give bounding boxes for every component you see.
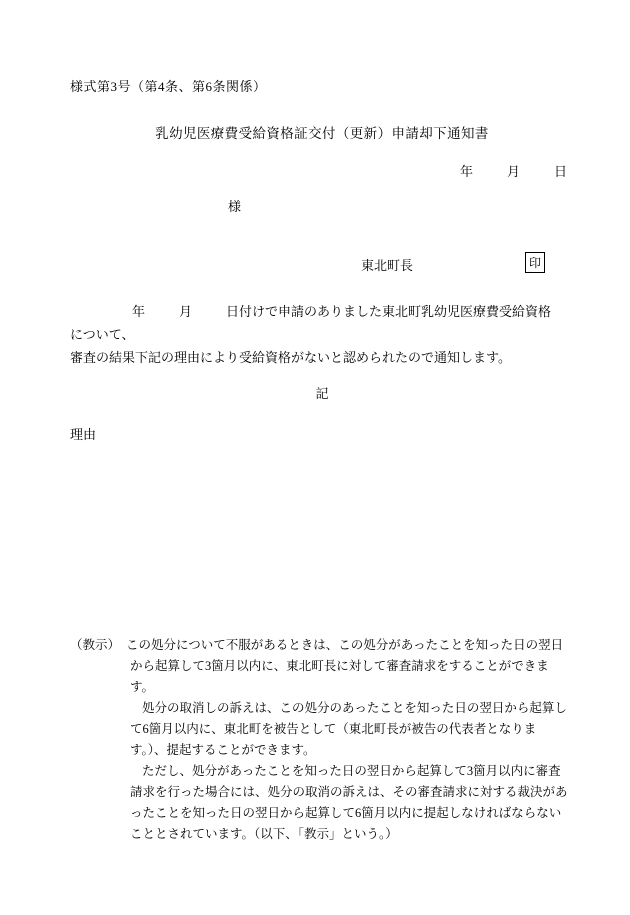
notice-head: （教示） bbox=[70, 638, 121, 652]
notice-paragraph-2: 処分の取消しの訴えは、この処分のあったことを知った日の翌日から起算して6箇月以内に、東北町を被告として（東北町長が被告の代表者となります。）、提起することができます。 bbox=[130, 701, 567, 757]
ki-mark: 記 bbox=[315, 386, 329, 401]
form-number: 様式第3号（第4条、第6条関係） bbox=[70, 79, 267, 94]
body-day-text: 日付けで申請のありました東北町乳幼児医療費受給資格について、 bbox=[70, 304, 552, 342]
issue-date-year: 年 bbox=[459, 164, 473, 179]
notice-paragraph-1: この処分について不服があるときは、この処分があったことを知った日の翌日から起算して3箇月以内に、東北町長に対して審査請求をすることができます。 bbox=[126, 638, 564, 694]
body-year: 年 bbox=[132, 304, 146, 319]
notice-block bbox=[70, 635, 570, 845]
body-month: 月 bbox=[179, 304, 193, 319]
notice-paragraph-3: ただし、処分があったことを知った日の翌日から起算して3箇月以内に審査請求を行った場合には、処分の取消の訴えは、その審査請求に対する裁決があったことを知った日の翌日から起算して6箇月以内に提起しなければならないこととされています。（以下、「教示」という。） bbox=[130, 764, 568, 841]
seal-icon: 印 bbox=[525, 252, 545, 273]
issue-date-line bbox=[0, 161, 630, 180]
issue-date-month: 月 bbox=[506, 164, 520, 179]
document-title: 乳幼児医療費受給資格証交付（更新）申請却下通知書 bbox=[155, 126, 489, 141]
issuer-name: 東北町長 bbox=[361, 258, 414, 273]
issue-date-day: 日 bbox=[553, 164, 567, 179]
reason-label: 理由 bbox=[70, 427, 97, 442]
addressee-suffix: 様 bbox=[228, 199, 242, 214]
body-line2: 審査の結果下記の理由により受給資格がないと認められたので通知します。 bbox=[70, 350, 511, 365]
body-paragraph bbox=[70, 300, 562, 369]
